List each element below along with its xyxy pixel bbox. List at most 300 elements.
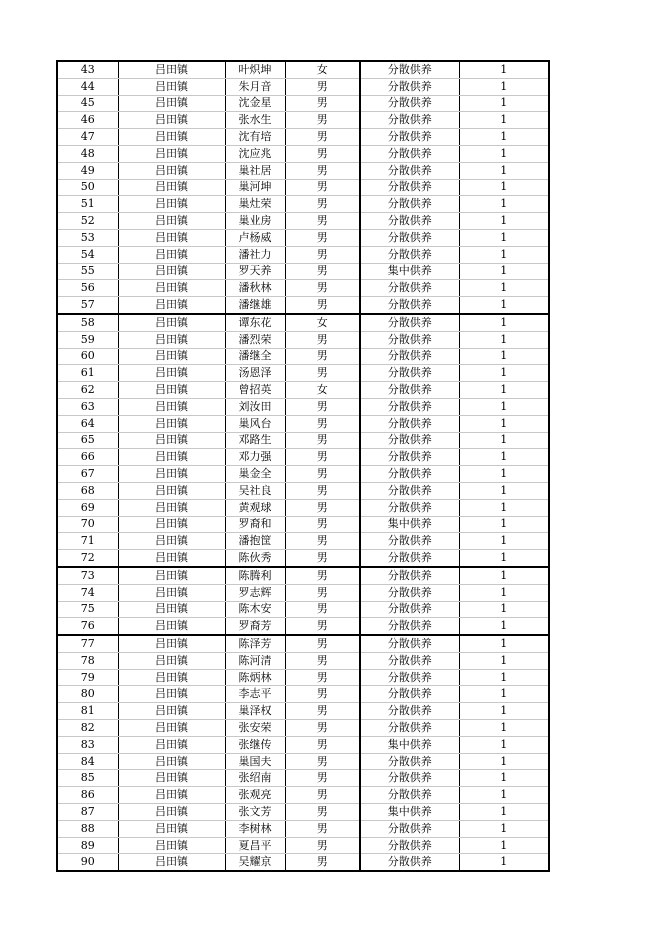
town-cell: 吕田镇 <box>118 129 225 146</box>
table-row <box>57 331 549 348</box>
town-cell: 吕田镇 <box>118 618 225 635</box>
support-type-cell: 分散供养 <box>360 297 459 314</box>
name-cell: 潘社力 <box>225 246 285 263</box>
sex-cell: 男 <box>285 280 360 297</box>
table-row <box>57 854 549 871</box>
table-row <box>57 516 549 533</box>
count-cell: 1 <box>459 482 549 499</box>
table-row <box>57 365 549 382</box>
town-cell: 吕田镇 <box>118 669 225 686</box>
sex-cell: 男 <box>285 432 360 449</box>
support-type-cell: 分散供养 <box>360 365 459 382</box>
name-cell: 巢业房 <box>225 213 285 230</box>
name-cell: 陈河清 <box>225 652 285 669</box>
count-cell: 1 <box>459 331 549 348</box>
support-type-cell: 分散供养 <box>360 348 459 365</box>
sex-cell: 男 <box>285 550 360 567</box>
row-number-cell: 49 <box>57 162 118 179</box>
name-cell: 陈木安 <box>225 601 285 618</box>
row-number-cell: 60 <box>57 348 118 365</box>
sex-cell: 男 <box>285 753 360 770</box>
town-cell: 吕田镇 <box>118 720 225 737</box>
sex-cell: 男 <box>285 297 360 314</box>
table-row <box>57 229 549 246</box>
town-cell: 吕田镇 <box>118 432 225 449</box>
support-type-cell: 分散供养 <box>360 112 459 129</box>
support-type-cell: 分散供养 <box>360 432 459 449</box>
table-row <box>57 499 549 516</box>
records-table <box>56 60 550 872</box>
name-cell: 巢灶荣 <box>225 196 285 213</box>
table-row <box>57 95 549 112</box>
count-cell: 1 <box>459 466 549 483</box>
row-number-cell: 86 <box>57 787 118 804</box>
name-cell: 沈有培 <box>225 129 285 146</box>
support-type-cell: 集中供养 <box>360 516 459 533</box>
support-type-cell: 分散供养 <box>360 78 459 95</box>
count-cell: 1 <box>459 449 549 466</box>
town-cell: 吕田镇 <box>118 280 225 297</box>
count-cell: 1 <box>459 280 549 297</box>
sex-cell: 男 <box>285 837 360 854</box>
count-cell: 1 <box>459 382 549 399</box>
sex-cell: 男 <box>285 618 360 635</box>
table-row <box>57 246 549 263</box>
name-cell: 潘秋林 <box>225 280 285 297</box>
name-cell: 陈伙秀 <box>225 550 285 567</box>
name-cell: 陈炳林 <box>225 669 285 686</box>
count-cell: 1 <box>459 246 549 263</box>
sex-cell: 男 <box>285 415 360 432</box>
row-number-cell: 61 <box>57 365 118 382</box>
table-row <box>57 449 549 466</box>
support-type-cell: 分散供养 <box>360 669 459 686</box>
sex-cell: 男 <box>285 703 360 720</box>
count-cell: 1 <box>459 584 549 601</box>
count-cell: 1 <box>459 686 549 703</box>
row-number-cell: 78 <box>57 652 118 669</box>
count-cell: 1 <box>459 820 549 837</box>
row-number-cell: 62 <box>57 382 118 399</box>
row-number-cell: 56 <box>57 280 118 297</box>
town-cell: 吕田镇 <box>118 466 225 483</box>
table-row <box>57 669 549 686</box>
sex-cell: 男 <box>285 635 360 652</box>
row-number-cell: 80 <box>57 686 118 703</box>
name-cell: 李志平 <box>225 686 285 703</box>
count-cell: 1 <box>459 61 549 78</box>
table-row <box>57 162 549 179</box>
count-cell: 1 <box>459 263 549 280</box>
sex-cell: 男 <box>285 112 360 129</box>
table-row <box>57 720 549 737</box>
count-cell: 1 <box>459 770 549 787</box>
count-cell: 1 <box>459 804 549 821</box>
name-cell: 潘烈荣 <box>225 331 285 348</box>
row-number-cell: 81 <box>57 703 118 720</box>
count-cell: 1 <box>459 601 549 618</box>
count-cell: 1 <box>459 415 549 432</box>
sex-cell: 男 <box>285 95 360 112</box>
row-number-cell: 68 <box>57 482 118 499</box>
table-row <box>57 280 549 297</box>
town-cell: 吕田镇 <box>118 331 225 348</box>
sex-cell: 男 <box>285 854 360 871</box>
name-cell: 张安荣 <box>225 720 285 737</box>
sex-cell: 男 <box>285 78 360 95</box>
town-cell: 吕田镇 <box>118 550 225 567</box>
town-cell: 吕田镇 <box>118 584 225 601</box>
table-row <box>57 837 549 854</box>
table-row <box>57 398 549 415</box>
row-number-cell: 54 <box>57 246 118 263</box>
row-number-cell: 87 <box>57 804 118 821</box>
support-type-cell: 分散供养 <box>360 601 459 618</box>
town-cell: 吕田镇 <box>118 770 225 787</box>
row-number-cell: 71 <box>57 533 118 550</box>
town-cell: 吕田镇 <box>118 415 225 432</box>
row-number-cell: 70 <box>57 516 118 533</box>
town-cell: 吕田镇 <box>118 398 225 415</box>
town-cell: 吕田镇 <box>118 736 225 753</box>
support-type-cell: 分散供养 <box>360 129 459 146</box>
sex-cell: 女 <box>285 314 360 331</box>
support-type-cell: 分散供养 <box>360 584 459 601</box>
row-number-cell: 83 <box>57 736 118 753</box>
count-cell: 1 <box>459 112 549 129</box>
table-row <box>57 770 549 787</box>
town-cell: 吕田镇 <box>118 820 225 837</box>
count-cell: 1 <box>459 432 549 449</box>
name-cell: 李树林 <box>225 820 285 837</box>
sex-cell: 男 <box>285 213 360 230</box>
support-type-cell: 分散供养 <box>360 179 459 196</box>
table-row <box>57 753 549 770</box>
table-row <box>57 145 549 162</box>
sex-cell: 男 <box>285 533 360 550</box>
support-type-cell: 分散供养 <box>360 703 459 720</box>
table-row <box>57 432 549 449</box>
name-cell: 陈泽芳 <box>225 635 285 652</box>
town-cell: 吕田镇 <box>118 499 225 516</box>
row-number-cell: 67 <box>57 466 118 483</box>
row-number-cell: 89 <box>57 837 118 854</box>
town-cell: 吕田镇 <box>118 787 225 804</box>
town-cell: 吕田镇 <box>118 95 225 112</box>
table-row <box>57 213 549 230</box>
support-type-cell: 分散供养 <box>360 196 459 213</box>
town-cell: 吕田镇 <box>118 263 225 280</box>
support-type-cell: 分散供养 <box>360 854 459 871</box>
support-type-cell: 分散供养 <box>360 770 459 787</box>
sex-cell: 男 <box>285 584 360 601</box>
count-cell: 1 <box>459 314 549 331</box>
support-type-cell: 分散供养 <box>360 787 459 804</box>
sex-cell: 男 <box>285 162 360 179</box>
row-number-cell: 58 <box>57 314 118 331</box>
count-cell: 1 <box>459 787 549 804</box>
name-cell: 巢社居 <box>225 162 285 179</box>
support-type-cell: 分散供养 <box>360 686 459 703</box>
count-cell: 1 <box>459 516 549 533</box>
row-number-cell: 50 <box>57 179 118 196</box>
support-type-cell: 分散供养 <box>360 145 459 162</box>
name-cell: 潘抱筐 <box>225 533 285 550</box>
row-number-cell: 48 <box>57 145 118 162</box>
sex-cell: 男 <box>285 145 360 162</box>
count-cell: 1 <box>459 533 549 550</box>
support-type-cell: 分散供养 <box>360 753 459 770</box>
town-cell: 吕田镇 <box>118 804 225 821</box>
row-number-cell: 53 <box>57 229 118 246</box>
count-cell: 1 <box>459 179 549 196</box>
count-cell: 1 <box>459 213 549 230</box>
name-cell: 朱月音 <box>225 78 285 95</box>
name-cell: 张文芳 <box>225 804 285 821</box>
table-row <box>57 61 549 78</box>
row-number-cell: 85 <box>57 770 118 787</box>
town-cell: 吕田镇 <box>118 516 225 533</box>
row-number-cell: 88 <box>57 820 118 837</box>
row-number-cell: 55 <box>57 263 118 280</box>
name-cell: 邓路生 <box>225 432 285 449</box>
name-cell: 叶炽坤 <box>225 61 285 78</box>
sex-cell: 男 <box>285 348 360 365</box>
sex-cell: 女 <box>285 61 360 78</box>
count-cell: 1 <box>459 95 549 112</box>
town-cell: 吕田镇 <box>118 533 225 550</box>
count-cell: 1 <box>459 736 549 753</box>
support-type-cell: 分散供养 <box>360 229 459 246</box>
row-number-cell: 65 <box>57 432 118 449</box>
row-number-cell: 73 <box>57 567 118 584</box>
town-cell: 吕田镇 <box>118 703 225 720</box>
name-cell: 潘继全 <box>225 348 285 365</box>
support-type-cell: 分散供养 <box>360 618 459 635</box>
support-type-cell: 分散供养 <box>360 280 459 297</box>
count-cell: 1 <box>459 753 549 770</box>
name-cell: 夏昌平 <box>225 837 285 854</box>
town-cell: 吕田镇 <box>118 61 225 78</box>
row-number-cell: 59 <box>57 331 118 348</box>
town-cell: 吕田镇 <box>118 567 225 584</box>
sex-cell: 男 <box>285 229 360 246</box>
support-type-cell: 分散供养 <box>360 720 459 737</box>
sex-cell: 男 <box>285 196 360 213</box>
row-number-cell: 82 <box>57 720 118 737</box>
count-cell: 1 <box>459 229 549 246</box>
sex-cell: 男 <box>285 686 360 703</box>
sex-cell: 男 <box>285 331 360 348</box>
town-cell: 吕田镇 <box>118 382 225 399</box>
table-row <box>57 736 549 753</box>
table-row <box>57 297 549 314</box>
town-cell: 吕田镇 <box>118 162 225 179</box>
table-row <box>57 635 549 652</box>
support-type-cell: 分散供养 <box>360 314 459 331</box>
town-cell: 吕田镇 <box>118 635 225 652</box>
support-type-cell: 分散供养 <box>360 162 459 179</box>
support-type-cell: 分散供养 <box>360 635 459 652</box>
count-cell: 1 <box>459 635 549 652</box>
table-row <box>57 652 549 669</box>
name-cell: 吴耀京 <box>225 854 285 871</box>
town-cell: 吕田镇 <box>118 837 225 854</box>
name-cell: 罗志辉 <box>225 584 285 601</box>
table-row <box>57 567 549 584</box>
table-row <box>57 466 549 483</box>
count-cell: 1 <box>459 145 549 162</box>
support-type-cell: 分散供养 <box>360 331 459 348</box>
row-number-cell: 66 <box>57 449 118 466</box>
name-cell: 张水生 <box>225 112 285 129</box>
sex-cell: 男 <box>285 567 360 584</box>
row-number-cell: 74 <box>57 584 118 601</box>
table-row <box>57 533 549 550</box>
town-cell: 吕田镇 <box>118 854 225 871</box>
support-type-cell: 分散供养 <box>360 567 459 584</box>
town-cell: 吕田镇 <box>118 213 225 230</box>
support-type-cell: 分散供养 <box>360 533 459 550</box>
table-row <box>57 263 549 280</box>
support-type-cell: 集中供养 <box>360 736 459 753</box>
count-cell: 1 <box>459 499 549 516</box>
town-cell: 吕田镇 <box>118 196 225 213</box>
town-cell: 吕田镇 <box>118 112 225 129</box>
support-type-cell: 分散供养 <box>360 449 459 466</box>
row-number-cell: 63 <box>57 398 118 415</box>
support-type-cell: 分散供养 <box>360 820 459 837</box>
name-cell: 黄观球 <box>225 499 285 516</box>
name-cell: 汤恩泽 <box>225 365 285 382</box>
name-cell: 刘汝田 <box>225 398 285 415</box>
row-number-cell: 52 <box>57 213 118 230</box>
town-cell: 吕田镇 <box>118 686 225 703</box>
name-cell: 巢泽权 <box>225 703 285 720</box>
table-row <box>57 584 549 601</box>
row-number-cell: 57 <box>57 297 118 314</box>
count-cell: 1 <box>459 348 549 365</box>
support-type-cell: 分散供养 <box>360 213 459 230</box>
table-row <box>57 129 549 146</box>
table-row <box>57 804 549 821</box>
name-cell: 潘继雄 <box>225 297 285 314</box>
sex-cell: 男 <box>285 246 360 263</box>
name-cell: 罗天养 <box>225 263 285 280</box>
town-cell: 吕田镇 <box>118 78 225 95</box>
table-row <box>57 820 549 837</box>
town-cell: 吕田镇 <box>118 482 225 499</box>
town-cell: 吕田镇 <box>118 145 225 162</box>
name-cell: 巢风台 <box>225 415 285 432</box>
support-type-cell: 分散供养 <box>360 398 459 415</box>
town-cell: 吕田镇 <box>118 348 225 365</box>
table-row <box>57 196 549 213</box>
support-type-cell: 分散供养 <box>360 466 459 483</box>
row-number-cell: 44 <box>57 78 118 95</box>
town-cell: 吕田镇 <box>118 449 225 466</box>
town-cell: 吕田镇 <box>118 229 225 246</box>
sex-cell: 男 <box>285 179 360 196</box>
sex-cell: 男 <box>285 787 360 804</box>
row-number-cell: 75 <box>57 601 118 618</box>
name-cell: 卢杨威 <box>225 229 285 246</box>
sex-cell: 男 <box>285 669 360 686</box>
name-cell: 陈腾利 <box>225 567 285 584</box>
support-type-cell: 分散供养 <box>360 482 459 499</box>
sex-cell: 男 <box>285 499 360 516</box>
town-cell: 吕田镇 <box>118 179 225 196</box>
row-number-cell: 77 <box>57 635 118 652</box>
support-type-cell: 分散供养 <box>360 61 459 78</box>
support-type-cell: 分散供养 <box>360 382 459 399</box>
count-cell: 1 <box>459 129 549 146</box>
count-cell: 1 <box>459 196 549 213</box>
count-cell: 1 <box>459 398 549 415</box>
count-cell: 1 <box>459 550 549 567</box>
name-cell: 沈金星 <box>225 95 285 112</box>
table-row <box>57 482 549 499</box>
row-number-cell: 72 <box>57 550 118 567</box>
table-row <box>57 686 549 703</box>
table-row <box>57 179 549 196</box>
support-type-cell: 分散供养 <box>360 550 459 567</box>
town-cell: 吕田镇 <box>118 652 225 669</box>
sex-cell: 男 <box>285 516 360 533</box>
sex-cell: 男 <box>285 365 360 382</box>
count-cell: 1 <box>459 854 549 871</box>
name-cell: 张继传 <box>225 736 285 753</box>
support-type-cell: 集中供养 <box>360 804 459 821</box>
table-row <box>57 348 549 365</box>
sex-cell: 男 <box>285 466 360 483</box>
table-row <box>57 601 549 618</box>
count-cell: 1 <box>459 618 549 635</box>
count-cell: 1 <box>459 720 549 737</box>
name-cell: 张绍南 <box>225 770 285 787</box>
name-cell: 邓力强 <box>225 449 285 466</box>
name-cell: 巢国夫 <box>225 753 285 770</box>
row-number-cell: 69 <box>57 499 118 516</box>
table-row <box>57 78 549 95</box>
table-row <box>57 382 549 399</box>
sex-cell: 男 <box>285 820 360 837</box>
name-cell: 张观亮 <box>225 787 285 804</box>
row-number-cell: 79 <box>57 669 118 686</box>
sex-cell: 男 <box>285 720 360 737</box>
table-row <box>57 550 549 567</box>
support-type-cell: 分散供养 <box>360 246 459 263</box>
table-row <box>57 787 549 804</box>
row-number-cell: 45 <box>57 95 118 112</box>
support-type-cell: 集中供养 <box>360 263 459 280</box>
row-number-cell: 76 <box>57 618 118 635</box>
table-row <box>57 415 549 432</box>
sex-cell: 男 <box>285 770 360 787</box>
town-cell: 吕田镇 <box>118 753 225 770</box>
row-number-cell: 46 <box>57 112 118 129</box>
row-number-cell: 43 <box>57 61 118 78</box>
count-cell: 1 <box>459 78 549 95</box>
count-cell: 1 <box>459 669 549 686</box>
support-type-cell: 分散供养 <box>360 499 459 516</box>
row-number-cell: 64 <box>57 415 118 432</box>
count-cell: 1 <box>459 837 549 854</box>
row-number-cell: 51 <box>57 196 118 213</box>
town-cell: 吕田镇 <box>118 297 225 314</box>
table-row <box>57 112 549 129</box>
sex-cell: 男 <box>285 129 360 146</box>
